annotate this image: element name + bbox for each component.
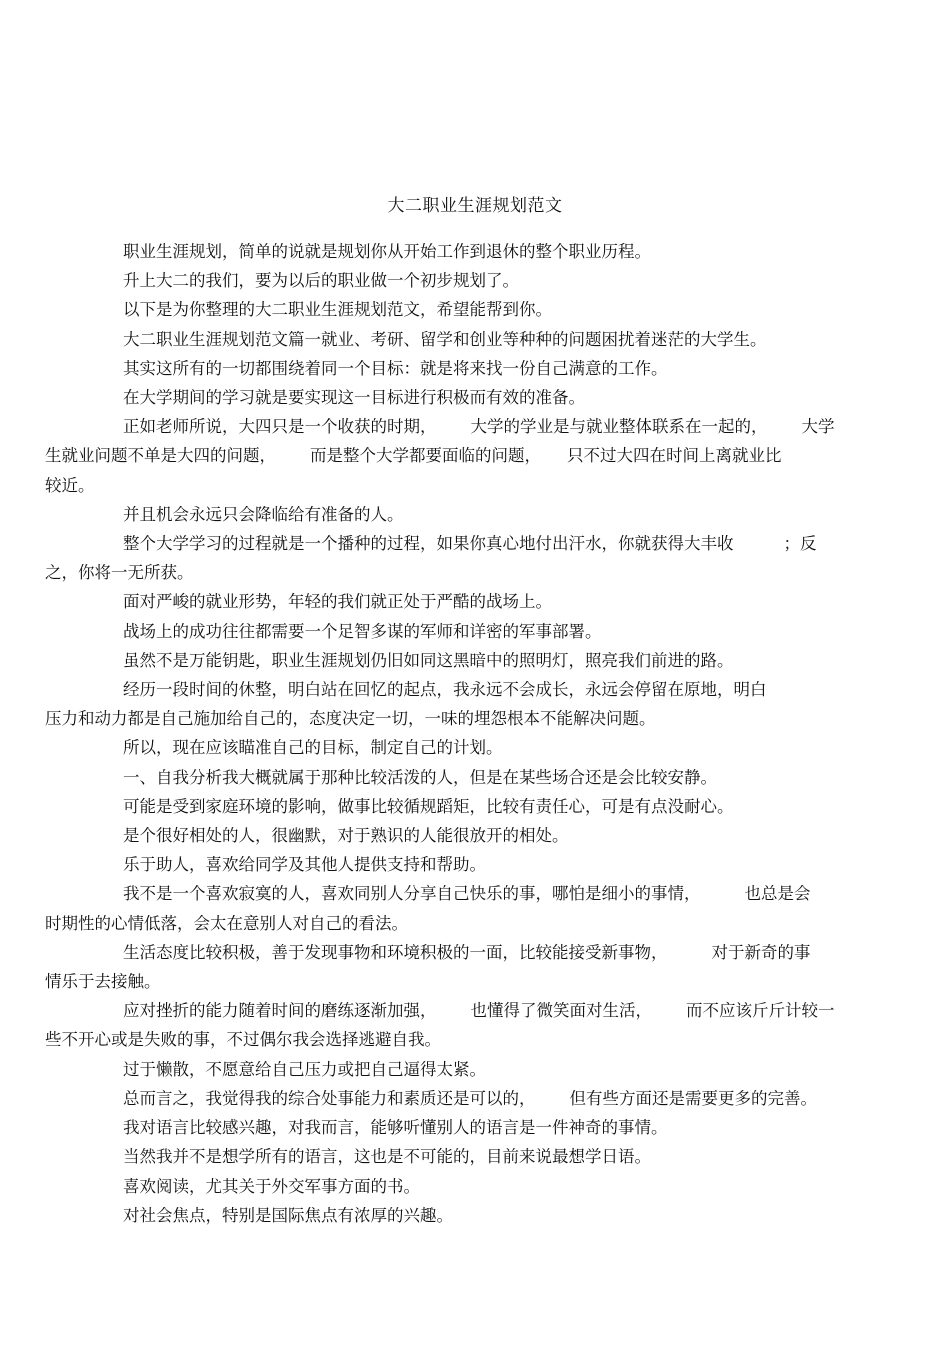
paragraph — [84, 1172, 874, 1201]
text-line: 是个很好相处的人，很幽默，对于熟识的人能很放开的相处。 — [123, 826, 569, 846]
paragraph — [45, 938, 874, 996]
paragraph — [84, 266, 874, 295]
text-line: 也总是会 — [744, 884, 811, 904]
paragraph — [84, 617, 874, 646]
text-line: 之，你将一无所获。 — [45, 563, 194, 583]
text-line: 而是整个大学都要面临的问题， — [310, 446, 541, 466]
paragraph — [84, 733, 874, 762]
text-line: 以下是为你整理的大二职业生涯规划范文，希望能帮到你。 — [123, 300, 552, 320]
paragraph — [45, 996, 874, 1054]
paragraph — [84, 763, 874, 792]
text-line: 职业生涯规划，简单的说就是规划你从开始工作到退休的整个职业历程。 — [123, 242, 651, 261]
paragraph — [84, 646, 874, 675]
paragraph — [45, 879, 874, 937]
paragraph — [84, 237, 874, 266]
text-line: 但有些方面还是需要更多的完善。 — [569, 1088, 817, 1108]
text-line: 其实这所有的一切都围绕着同一个目标：就是将来找一份自己满意的工作。 — [123, 358, 668, 378]
text-line: 在大学期间的学习就是要实现这一目标进行积极而有效的准备。 — [123, 388, 585, 408]
text-line: 一、自我分析我大概就属于那种比较活泼的人，但是在某些场合还是会比较安静。 — [123, 767, 717, 787]
text-line: 我不是一个喜欢寂寞的人，喜欢同别人分享自己快乐的事，哪怕是细小的事情， — [123, 884, 701, 904]
text-line: 大学的学业是与就业整体联系在一起的， — [470, 417, 768, 437]
paragraph — [84, 325, 874, 354]
paragraph — [84, 1113, 874, 1142]
text-line: 也懂得了微笑面对生活， — [470, 1001, 652, 1021]
paragraph — [84, 850, 874, 879]
text-line: 只不过大四在时间上离就业比 — [567, 446, 782, 466]
text-line: 生活态度比较积极，善于发现事物和环境积极的一面，比较能接受新事物， — [123, 942, 668, 962]
text-line: 而不应该斤斤计较一 — [686, 1001, 835, 1021]
paragraph — [84, 295, 874, 324]
document-body — [45, 237, 874, 1230]
paragraph — [45, 529, 874, 587]
paragraph — [84, 821, 874, 850]
paragraph — [45, 675, 874, 733]
text-line: 正如老师所说，大四只是一个收获的时期， — [123, 417, 437, 437]
text-line: 乐于助人，喜欢给同学及其他人提供支持和帮助。 — [123, 855, 486, 875]
text-line: 对于新奇的事 — [711, 942, 811, 962]
text-line: 时期性的心情低落，会太在意别人对自己的看法。 — [45, 913, 408, 933]
text-line: 并且机会永远只会降临给有准备的人。 — [123, 504, 404, 524]
text-line: 我对语言比较感兴趣，对我而言，能够听懂别人的语言是一件神奇的事情。 — [123, 1118, 668, 1138]
text-line: 所以，现在应该瞄准自己的目标，制定自己的计划。 — [123, 738, 503, 758]
paragraph — [84, 1055, 874, 1084]
text-line: 面对严峻的就业形势，年轻的我们就正处于严酷的战场上。 — [123, 592, 552, 612]
text-line: 压力和动力都是自己施加给自己的，态度决定一切，一味的埋怨根本不能解决问题。 — [45, 709, 656, 729]
text-line: 经历一段时间的休整，明白站在回忆的起点，我永远不会成长，永远会停留在原地，明白 — [123, 680, 767, 700]
text-line: 当然我并不是想学所有的语言，这也是不可能的，目前来说最想学日语。 — [123, 1147, 651, 1167]
paragraph — [84, 354, 874, 383]
paragraph — [84, 383, 874, 412]
paragraph — [84, 587, 874, 616]
text-line: 应对挫折的能力随着时间的磨练逐渐加强， — [123, 1001, 437, 1021]
text-line: 整个大学学习的过程就是一个播种的过程，如果你真心地付出汗水，你就获得大丰收 — [123, 534, 734, 554]
paragraph — [84, 1084, 874, 1113]
text-line: 生就业问题不单是大四的问题， — [45, 446, 276, 466]
paragraph — [45, 412, 874, 500]
text-line: 虽然不是万能钥匙，职业生涯规划仍旧如同这黑暗中的照明灯，照亮我们前进的路。 — [123, 650, 734, 670]
text-line: 喜欢阅读，尤其关于外交军事方面的书。 — [123, 1176, 420, 1196]
text-line: ；反 — [783, 534, 817, 554]
text-line: 些不开心或是失败的事，不过偶尔我会选择逃避自我。 — [45, 1030, 441, 1050]
paragraph — [84, 500, 874, 529]
text-line: 可能是受到家庭环境的影响，做事比较循规蹈矩，比较有责任心，可是有点没耐心。 — [123, 796, 734, 816]
text-line: 情乐于去接触。 — [45, 972, 161, 992]
paragraph — [84, 1201, 874, 1230]
paragraph — [84, 1142, 874, 1171]
text-line: 战场上的成功往往都需要一个足智多谋的军师和详密的军事部署。 — [123, 621, 602, 641]
text-line: 总而言之，我觉得我的综合处事能力和素质还是可以的， — [123, 1088, 536, 1108]
text-line: 大学 — [801, 417, 835, 437]
text-line: 大二职业生涯规划范文篇一就业、考研、留学和创业等种种的问题困扰着迷茫的大学生。 — [123, 329, 767, 349]
document-title: 大二职业生涯规划范文 — [387, 196, 563, 216]
paragraph — [84, 792, 874, 821]
text-line: 较近。 — [45, 475, 95, 495]
text-line: 升上大二的我们，要为以后的职业做一个初步规划了。 — [123, 271, 519, 291]
text-line: 过于懒散，不愿意给自己压力或把自己逼得太紧。 — [123, 1059, 486, 1079]
text-line: 对社会焦点，特别是国际焦点有浓厚的兴趣。 — [123, 1205, 453, 1225]
